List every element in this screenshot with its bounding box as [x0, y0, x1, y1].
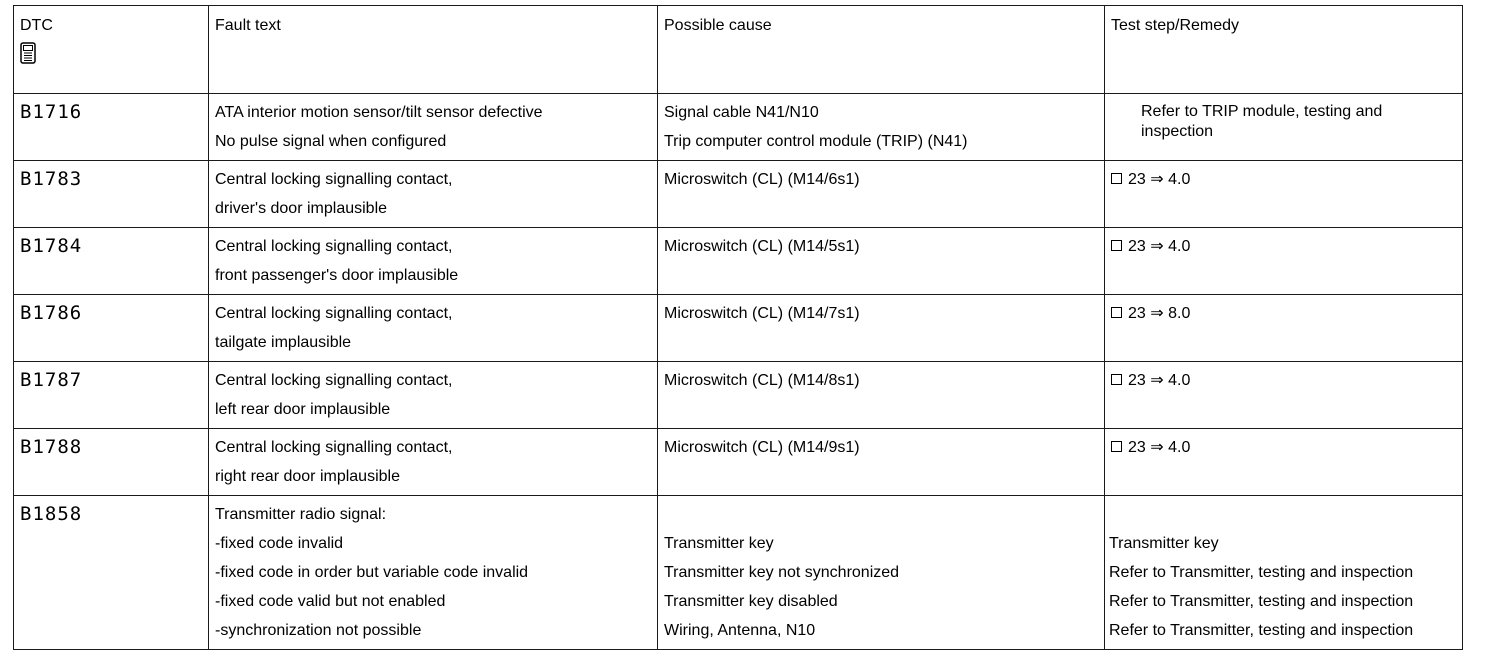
dtc-code: B1787: [20, 369, 83, 391]
cause-cell: [658, 362, 1105, 429]
remedy-text[interactable]: 23 ⇒ 4.0: [1128, 171, 1191, 188]
fault-line: front passenger's door implausible: [215, 267, 459, 284]
remedy-text[interactable]: 23 ⇒ 4.0: [1128, 238, 1191, 255]
table-header-row: [14, 6, 1463, 94]
fault-line: tailgate implausible: [215, 334, 352, 351]
remedy-spacer: [1109, 500, 1460, 529]
remedy-text[interactable]: 23 ⇒ 4.0: [1128, 439, 1191, 456]
fault-line: -synchronization not possible: [215, 622, 422, 639]
dtc-code: B1783: [20, 168, 83, 190]
fault-line: driver's door implausible: [215, 200, 388, 217]
dtc-code: B1716: [20, 101, 83, 123]
cause-line: Trip computer control module (TRIP) (N41): [664, 133, 968, 150]
cause-line: Transmitter key not synchronized: [664, 564, 900, 581]
header-dtc: DTC: [20, 17, 53, 34]
fault-line: No pulse signal when configured: [215, 133, 447, 150]
fault-line: Central locking signalling contact,: [215, 171, 453, 188]
table-row: [14, 496, 1463, 650]
cause-spacer: [664, 500, 1098, 529]
remedy-line[interactable]: Refer to Transmitter, testing and inspection: [1109, 622, 1414, 639]
fault-line: Central locking signalling contact,: [215, 238, 453, 255]
table-row: [14, 94, 1463, 161]
remedy-text[interactable]: 23 ⇒ 8.0: [1128, 305, 1191, 322]
fault-line: ATA interior motion sensor/tilt sensor defective: [215, 104, 543, 121]
fault-cell: [209, 429, 658, 496]
header-dtc-cell: [14, 6, 209, 94]
cause-cell: [658, 94, 1105, 161]
remedy-cell: [1105, 429, 1463, 496]
remedy-cell: [1105, 295, 1463, 362]
cause-line: Microswitch (CL) (M14/9s1): [664, 439, 860, 456]
dtc-cell: [14, 429, 209, 496]
cause-line: Transmitter key disabled: [664, 593, 838, 610]
header-fault-text: Fault text: [209, 6, 658, 94]
dtc-cell: [14, 295, 209, 362]
remedy-cell: [1105, 228, 1463, 295]
dtc-cell: [14, 94, 209, 161]
header-test-step: Test step/Remedy: [1105, 6, 1463, 94]
fault-line: left rear door implausible: [215, 401, 391, 418]
dtc-cell: [14, 161, 209, 228]
checkbox-icon: [1111, 374, 1122, 385]
dtc-cell: [14, 362, 209, 429]
table-row: [14, 362, 1463, 429]
cause-cell: [658, 295, 1105, 362]
cause-line: Microswitch (CL) (M14/5s1): [664, 238, 860, 255]
cause-line: Signal cable N41/N10: [664, 104, 819, 121]
cause-line: Microswitch (CL) (M14/6s1): [664, 171, 860, 188]
cause-line: Wiring, Antenna, N10: [664, 622, 816, 639]
fault-line: Central locking signalling contact,: [215, 372, 453, 389]
dtc-code: B1786: [20, 302, 83, 324]
checkbox-icon: [1111, 240, 1122, 251]
cause-cell: [658, 228, 1105, 295]
fault-line: Central locking signalling contact,: [215, 439, 453, 456]
remedy-cell: [1105, 362, 1463, 429]
cause-cell: [658, 161, 1105, 228]
remedy-text: Refer to TRIP module, testing and inspection: [1141, 103, 1383, 140]
fault-cell: [209, 295, 658, 362]
table-row: [14, 161, 1463, 228]
fault-line: -fixed code invalid: [215, 535, 344, 552]
remedy-line[interactable]: Refer to Transmitter, testing and inspection: [1109, 593, 1414, 610]
remedy-cell: [1105, 496, 1463, 650]
header-possible-cause: Possible cause: [658, 6, 1105, 94]
cause-cell: [658, 429, 1105, 496]
remedy-cell: [1105, 94, 1463, 161]
fault-line: right rear door implausible: [215, 468, 400, 485]
remedy-text[interactable]: 23 ⇒ 4.0: [1128, 372, 1191, 389]
fault-cell: [209, 94, 658, 161]
fault-line: Transmitter radio signal:: [215, 506, 387, 523]
checkbox-icon: [1111, 307, 1122, 318]
dtc-cell: [14, 228, 209, 295]
fault-cell: [209, 161, 658, 228]
checkbox-icon: [1111, 441, 1122, 452]
checkbox-icon: [1111, 173, 1122, 184]
table-row: [14, 228, 1463, 295]
diagnostic-tester-icon: [20, 42, 36, 64]
remedy-line: Transmitter key: [1109, 535, 1219, 552]
table-row: [14, 429, 1463, 496]
remedy-cell: [1105, 161, 1463, 228]
dtc-code: B1784: [20, 235, 83, 257]
fault-line: -fixed code in order but variable code invalid: [215, 564, 529, 581]
fault-cell: [209, 362, 658, 429]
table-row: [14, 295, 1463, 362]
dtc-cell: [14, 496, 209, 650]
dtc-code: B1858: [20, 503, 83, 525]
dtc-table: [13, 5, 1463, 650]
remedy-line[interactable]: Refer to Transmitter, testing and inspection: [1109, 564, 1414, 581]
dtc-code: B1788: [20, 436, 83, 458]
fault-cell: [209, 228, 658, 295]
fault-line: -fixed code valid but not enabled: [215, 593, 446, 610]
fault-cell: [209, 496, 658, 650]
cause-line: Microswitch (CL) (M14/7s1): [664, 305, 860, 322]
cause-line: Microswitch (CL) (M14/8s1): [664, 372, 860, 389]
cause-cell: [658, 496, 1105, 650]
fault-line: Central locking signalling contact,: [215, 305, 453, 322]
cause-line: Transmitter key: [664, 535, 774, 552]
